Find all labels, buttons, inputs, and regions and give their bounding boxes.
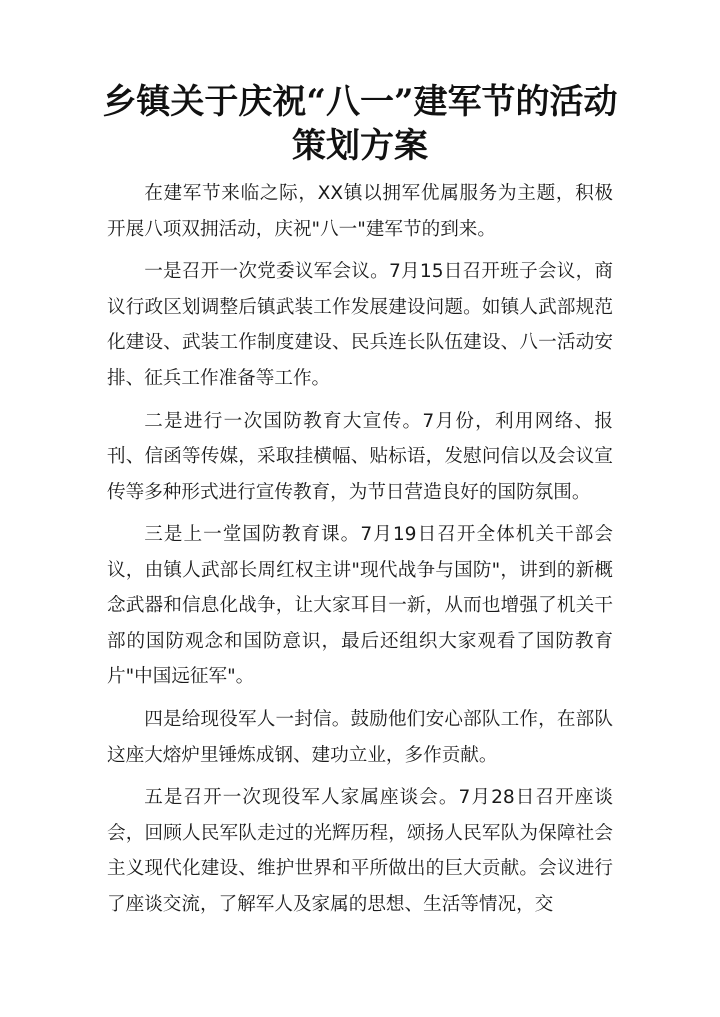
document-title: 乡镇关于庆祝“八一”建军节的活动策划方案 [102, 82, 618, 166]
document-body [107, 176, 613, 930]
paragraph-item-5: 五是召开一次现役军人家属座谈会。7月28日召开座谈会，回顾人民军队走过的光辉历程，颂扬人民军队为保障社会主义现代化建设、维护世界和平所做出的巨大贡献。会议进行了座谈交流，了解军人及家属的思想、生活等情况，交 [107, 787, 613, 915]
paragraph-item-2: 二是进行一次国防教育大宣传。7月份，利用网络、报刊、信函等传媒，采取挂横幅、贴标语，发慰问信以及会议宣传等多种形式进行宣传教育，为节日营造良好的国防氛围。 [107, 410, 613, 503]
paragraph-item-4: 四是给现役军人一封信。鼓励他们安心部队工作，在部队这座大熔炉里锤炼成钢、建功立业，多作贡献。 [107, 709, 613, 766]
paragraph-item-3: 三是上一堂国防教育课。7月19日召开全体机关干部会议，由镇人武部长周红权主讲"现代战争与国防"，讲到的新概念武器和信息化战争，让大家耳目一新，从而也增强了机关干部的国防观念和国防意识，最后还组织大家观看了国防教育片"中国远征军"。 [107, 524, 613, 688]
paragraph-item-1: 一是召开一次党委议军会议。7月15日召开班子会议，商议行政区划调整后镇武装工作发展建设问题。如镇人武部规范化建设、武装工作制度建设、民兵连长队伍建设、八一活动安排、征兵工作准备等工作。 [107, 261, 613, 389]
paragraph-intro: 在建军节来临之际，XX镇以拥军优属服务为主题，积极开展八项双拥活动，庆祝"八一"建军节的到来。 [107, 183, 613, 240]
